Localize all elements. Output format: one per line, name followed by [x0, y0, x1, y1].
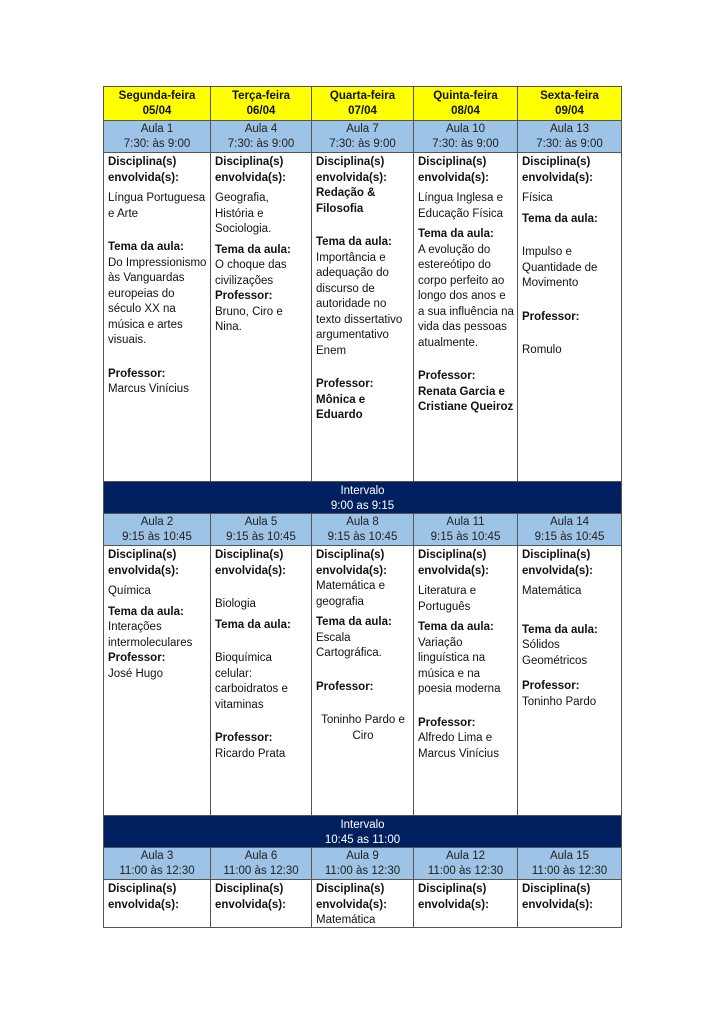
lesson-number: Aula 8	[346, 516, 379, 528]
content-row	[104, 546, 621, 816]
professor-value: Bruno, Ciro e Nina.	[215, 305, 283, 333]
lesson-time: 7:30: às 9:00	[123, 137, 191, 150]
theme-label: Tema da aula:	[522, 212, 598, 225]
theme-value: Sólidos Geométricos	[522, 639, 588, 667]
theme-label: Tema da aula:	[316, 616, 392, 628]
professor-label: Professor:	[418, 716, 476, 729]
day-name: Quarta-feira	[329, 90, 396, 102]
day-header	[104, 87, 211, 120]
lesson-slot	[104, 848, 211, 879]
lesson-number: Aula 12	[445, 850, 485, 862]
lesson-time: 9:15 às 10:45	[534, 530, 605, 543]
lesson-time: 11:00 às 12:30	[223, 864, 299, 877]
lesson-time: 11:00 às 12:30	[427, 864, 504, 877]
discipline-label: Disciplina(s)	[108, 883, 177, 895]
theme-label: Tema da aula:	[215, 618, 291, 631]
theme-value: Escala Cartográfica.	[316, 631, 382, 659]
discipline-label: envolvida(s):	[316, 564, 387, 577]
lesson-number: Aula 15	[549, 850, 589, 862]
lesson-details	[312, 153, 414, 481]
interval-time: 10:45 as 11:00	[324, 833, 401, 846]
theme-value: Bioquímica celular: carboidratos e vitaminas	[215, 652, 288, 711]
discipline-label: Disciplina(s)	[316, 156, 385, 168]
theme-value: Interações intermoleculares	[108, 621, 193, 649]
lesson-details	[414, 546, 518, 815]
discipline-label: envolvida(s):	[522, 898, 593, 911]
lesson-slot	[211, 848, 312, 879]
lesson-time: 7:30: às 9:00	[329, 137, 396, 150]
lesson-number: Aula 9	[346, 850, 379, 862]
lesson-slot	[414, 848, 518, 879]
lesson-slot	[312, 121, 414, 152]
lesson-slot	[211, 121, 312, 152]
lesson-number: Aula 6	[244, 850, 278, 862]
interval-title: Intervalo	[340, 485, 385, 497]
lesson-row	[104, 848, 621, 880]
lesson-time: 11:00 às 12:30	[119, 864, 195, 877]
day-header-row	[104, 87, 621, 121]
day-header	[211, 87, 312, 120]
day-header	[414, 87, 518, 120]
theme-label: Tema da aula:	[418, 228, 494, 240]
theme-label: Tema da aula:	[108, 241, 184, 253]
professor-label: Professor:	[215, 290, 273, 302]
lesson-details	[312, 546, 414, 815]
discipline-label: envolvida(s):	[316, 898, 387, 911]
lesson-details	[104, 880, 211, 927]
day-name: Terça-feira	[232, 90, 290, 102]
lesson-slot	[414, 121, 518, 152]
lesson-slot	[518, 514, 621, 545]
discipline-value: Matemática e geografia	[316, 580, 386, 608]
schedule-table	[103, 86, 622, 928]
discipline-label: envolvida(s):	[108, 564, 179, 577]
lesson-details	[518, 546, 621, 815]
lesson-number: Aula 13	[549, 123, 589, 135]
lesson-time: 7:30: às 9:00	[432, 137, 499, 150]
lesson-slot	[211, 514, 312, 545]
discipline-label: envolvida(s):	[108, 898, 179, 911]
discipline-label: envolvida(s):	[418, 564, 489, 577]
theme-label: Tema da aula:	[215, 243, 291, 256]
day-date: 06/04	[246, 105, 276, 117]
lesson-slot	[414, 514, 518, 545]
interval-band	[104, 482, 621, 514]
discipline-value: Química	[108, 585, 151, 597]
discipline-label: envolvida(s):	[215, 898, 286, 911]
lesson-number: Aula 11	[446, 516, 485, 528]
lesson-time: 9:15 às 10:45	[122, 530, 192, 543]
theme-value: A evolução do estereótipo do corpo perfeito ao longo dos anos e a sua influência na vida das pessoas atualmente.	[418, 243, 514, 349]
lesson-slot	[518, 848, 621, 879]
interval-band	[104, 816, 621, 848]
discipline-label: Disciplina(s)	[215, 883, 284, 895]
discipline-label: Disciplina(s)	[522, 156, 591, 168]
theme-value: Variação linguística na música e na poesia moderna	[418, 636, 501, 695]
professor-label: Professor:	[522, 680, 580, 692]
lesson-time: 9:15 às 10:45	[226, 530, 296, 543]
lesson-details	[211, 880, 312, 927]
discipline-label: Disciplina(s)	[418, 883, 487, 895]
theme-label: Tema da aula:	[108, 605, 184, 618]
discipline-label: envolvida(s):	[215, 564, 286, 577]
lesson-time: 11:00 às 12:30	[324, 864, 401, 877]
lesson-time: 7:30: às 9:00	[536, 137, 603, 150]
lesson-slot	[104, 514, 211, 545]
lesson-details	[211, 153, 312, 481]
day-date: 07/04	[348, 105, 377, 117]
theme-label: Tema da aula:	[522, 623, 598, 636]
lesson-number: Aula 2	[140, 516, 174, 528]
professor-value: Toninho Pardo e Ciro	[321, 714, 405, 742]
lesson-details	[414, 153, 518, 481]
content-row	[104, 880, 621, 927]
content-row	[104, 153, 621, 482]
discipline-value: Redação & Filosofia	[316, 187, 376, 215]
discipline-label: envolvida(s):	[418, 898, 489, 911]
discipline-value: Biologia	[215, 598, 256, 610]
discipline-value: Matemática	[316, 914, 376, 926]
discipline-label: envolvida(s):	[522, 564, 593, 577]
lesson-details	[211, 546, 312, 815]
discipline-label: Disciplina(s)	[418, 156, 487, 168]
professor-label: Professor:	[108, 652, 166, 664]
professor-value: Ricardo Prata	[215, 747, 286, 760]
professor-value: Marcus Vinícius	[108, 383, 189, 395]
lesson-details	[518, 153, 621, 481]
interval-title: Intervalo	[340, 819, 385, 831]
discipline-label: Disciplina(s)	[522, 549, 591, 561]
professor-value: Alfredo Lima e Marcus Vinícius	[418, 732, 499, 760]
discipline-label: envolvida(s):	[418, 171, 489, 184]
professor-label: Professor:	[522, 310, 580, 323]
discipline-label: Disciplina(s)	[418, 549, 487, 561]
theme-value: O choque das civilizações	[215, 259, 287, 287]
lesson-number: Aula 1	[140, 123, 174, 135]
discipline-value: Física	[522, 192, 553, 204]
day-date: 09/04	[555, 105, 584, 117]
discipline-label: Disciplina(s)	[215, 549, 284, 561]
discipline-label: Disciplina(s)	[316, 883, 385, 895]
day-header	[312, 87, 414, 120]
lesson-details	[414, 880, 518, 927]
discipline-label: Disciplina(s)	[108, 549, 177, 561]
professor-label: Professor:	[108, 367, 166, 380]
day-header	[518, 87, 621, 120]
lesson-details	[104, 546, 211, 815]
lesson-slot	[312, 514, 414, 545]
lesson-slot	[312, 848, 414, 879]
day-name: Segunda-feira	[118, 90, 196, 102]
lesson-details	[312, 880, 414, 927]
lesson-number: Aula 10	[445, 123, 485, 135]
lesson-row	[104, 121, 621, 153]
lesson-slot	[518, 121, 621, 152]
interval-time: 9:00 as 9:15	[330, 499, 395, 512]
lesson-number: Aula 5	[244, 516, 278, 528]
discipline-label: Disciplina(s)	[522, 883, 591, 895]
lesson-number: Aula 14	[549, 516, 589, 528]
lesson-time: 11:00 às 12:30	[531, 864, 608, 877]
professor-label: Professor:	[215, 732, 273, 744]
theme-value: Do Impressionismo às Vanguardas europeias do século XX na música e artes visuais.	[108, 256, 207, 346]
discipline-label: Disciplina(s)	[316, 549, 385, 561]
lesson-number: Aula 4	[244, 123, 278, 135]
lesson-number: Aula 7	[346, 123, 379, 135]
discipline-label: envolvida(s):	[108, 171, 179, 184]
lesson-number: Aula 3	[140, 850, 174, 862]
lesson-row	[104, 514, 621, 546]
lesson-details	[104, 153, 211, 481]
day-name: Quinta-feira	[433, 90, 498, 102]
lesson-time: 9:15 às 10:45	[430, 530, 501, 543]
professor-value: Renata Garcia e Cristiane Queiroz	[418, 385, 514, 413]
day-date: 05/04	[142, 105, 172, 117]
professor-value: Toninho Pardo	[522, 695, 597, 708]
lesson-time: 9:15 às 10:45	[327, 530, 398, 543]
lesson-time: 7:30: às 9:00	[227, 137, 295, 150]
professor-label: Professor:	[316, 378, 374, 390]
theme-value: Importância e adequação do discurso de autoridade no texto dissertativo argumentativo Enem	[316, 251, 403, 357]
discipline-label: Disciplina(s)	[108, 156, 177, 168]
discipline-label: envolvida(s):	[215, 171, 286, 184]
discipline-label: envolvida(s):	[522, 171, 593, 184]
professor-label: Professor:	[418, 370, 476, 382]
day-name: Sexta-feira	[540, 90, 599, 102]
discipline-value: Língua Portuguesa e Arte	[108, 192, 206, 220]
discipline-value: Geografia, História e Sociologia.	[215, 192, 272, 235]
professor-value: Romulo	[522, 344, 562, 356]
professor-value: Mônica e Eduardo	[316, 393, 366, 421]
theme-value: Impulso e Quantidade de Movimento	[522, 246, 598, 289]
theme-label: Tema da aula:	[316, 236, 392, 248]
theme-label: Tema da aula:	[418, 621, 494, 633]
day-date: 08/04	[451, 105, 480, 117]
lesson-details	[518, 880, 621, 927]
discipline-value: Literatura e Português	[418, 585, 477, 613]
discipline-value: Matemática	[522, 585, 582, 597]
discipline-label: Disciplina(s)	[215, 156, 284, 168]
discipline-value: Língua Inglesa e Educação Física	[418, 192, 504, 220]
professor-value: José Hugo	[108, 667, 163, 680]
professor-label: Professor:	[316, 680, 374, 693]
discipline-label: envolvida(s):	[316, 171, 387, 184]
lesson-slot	[104, 121, 211, 152]
